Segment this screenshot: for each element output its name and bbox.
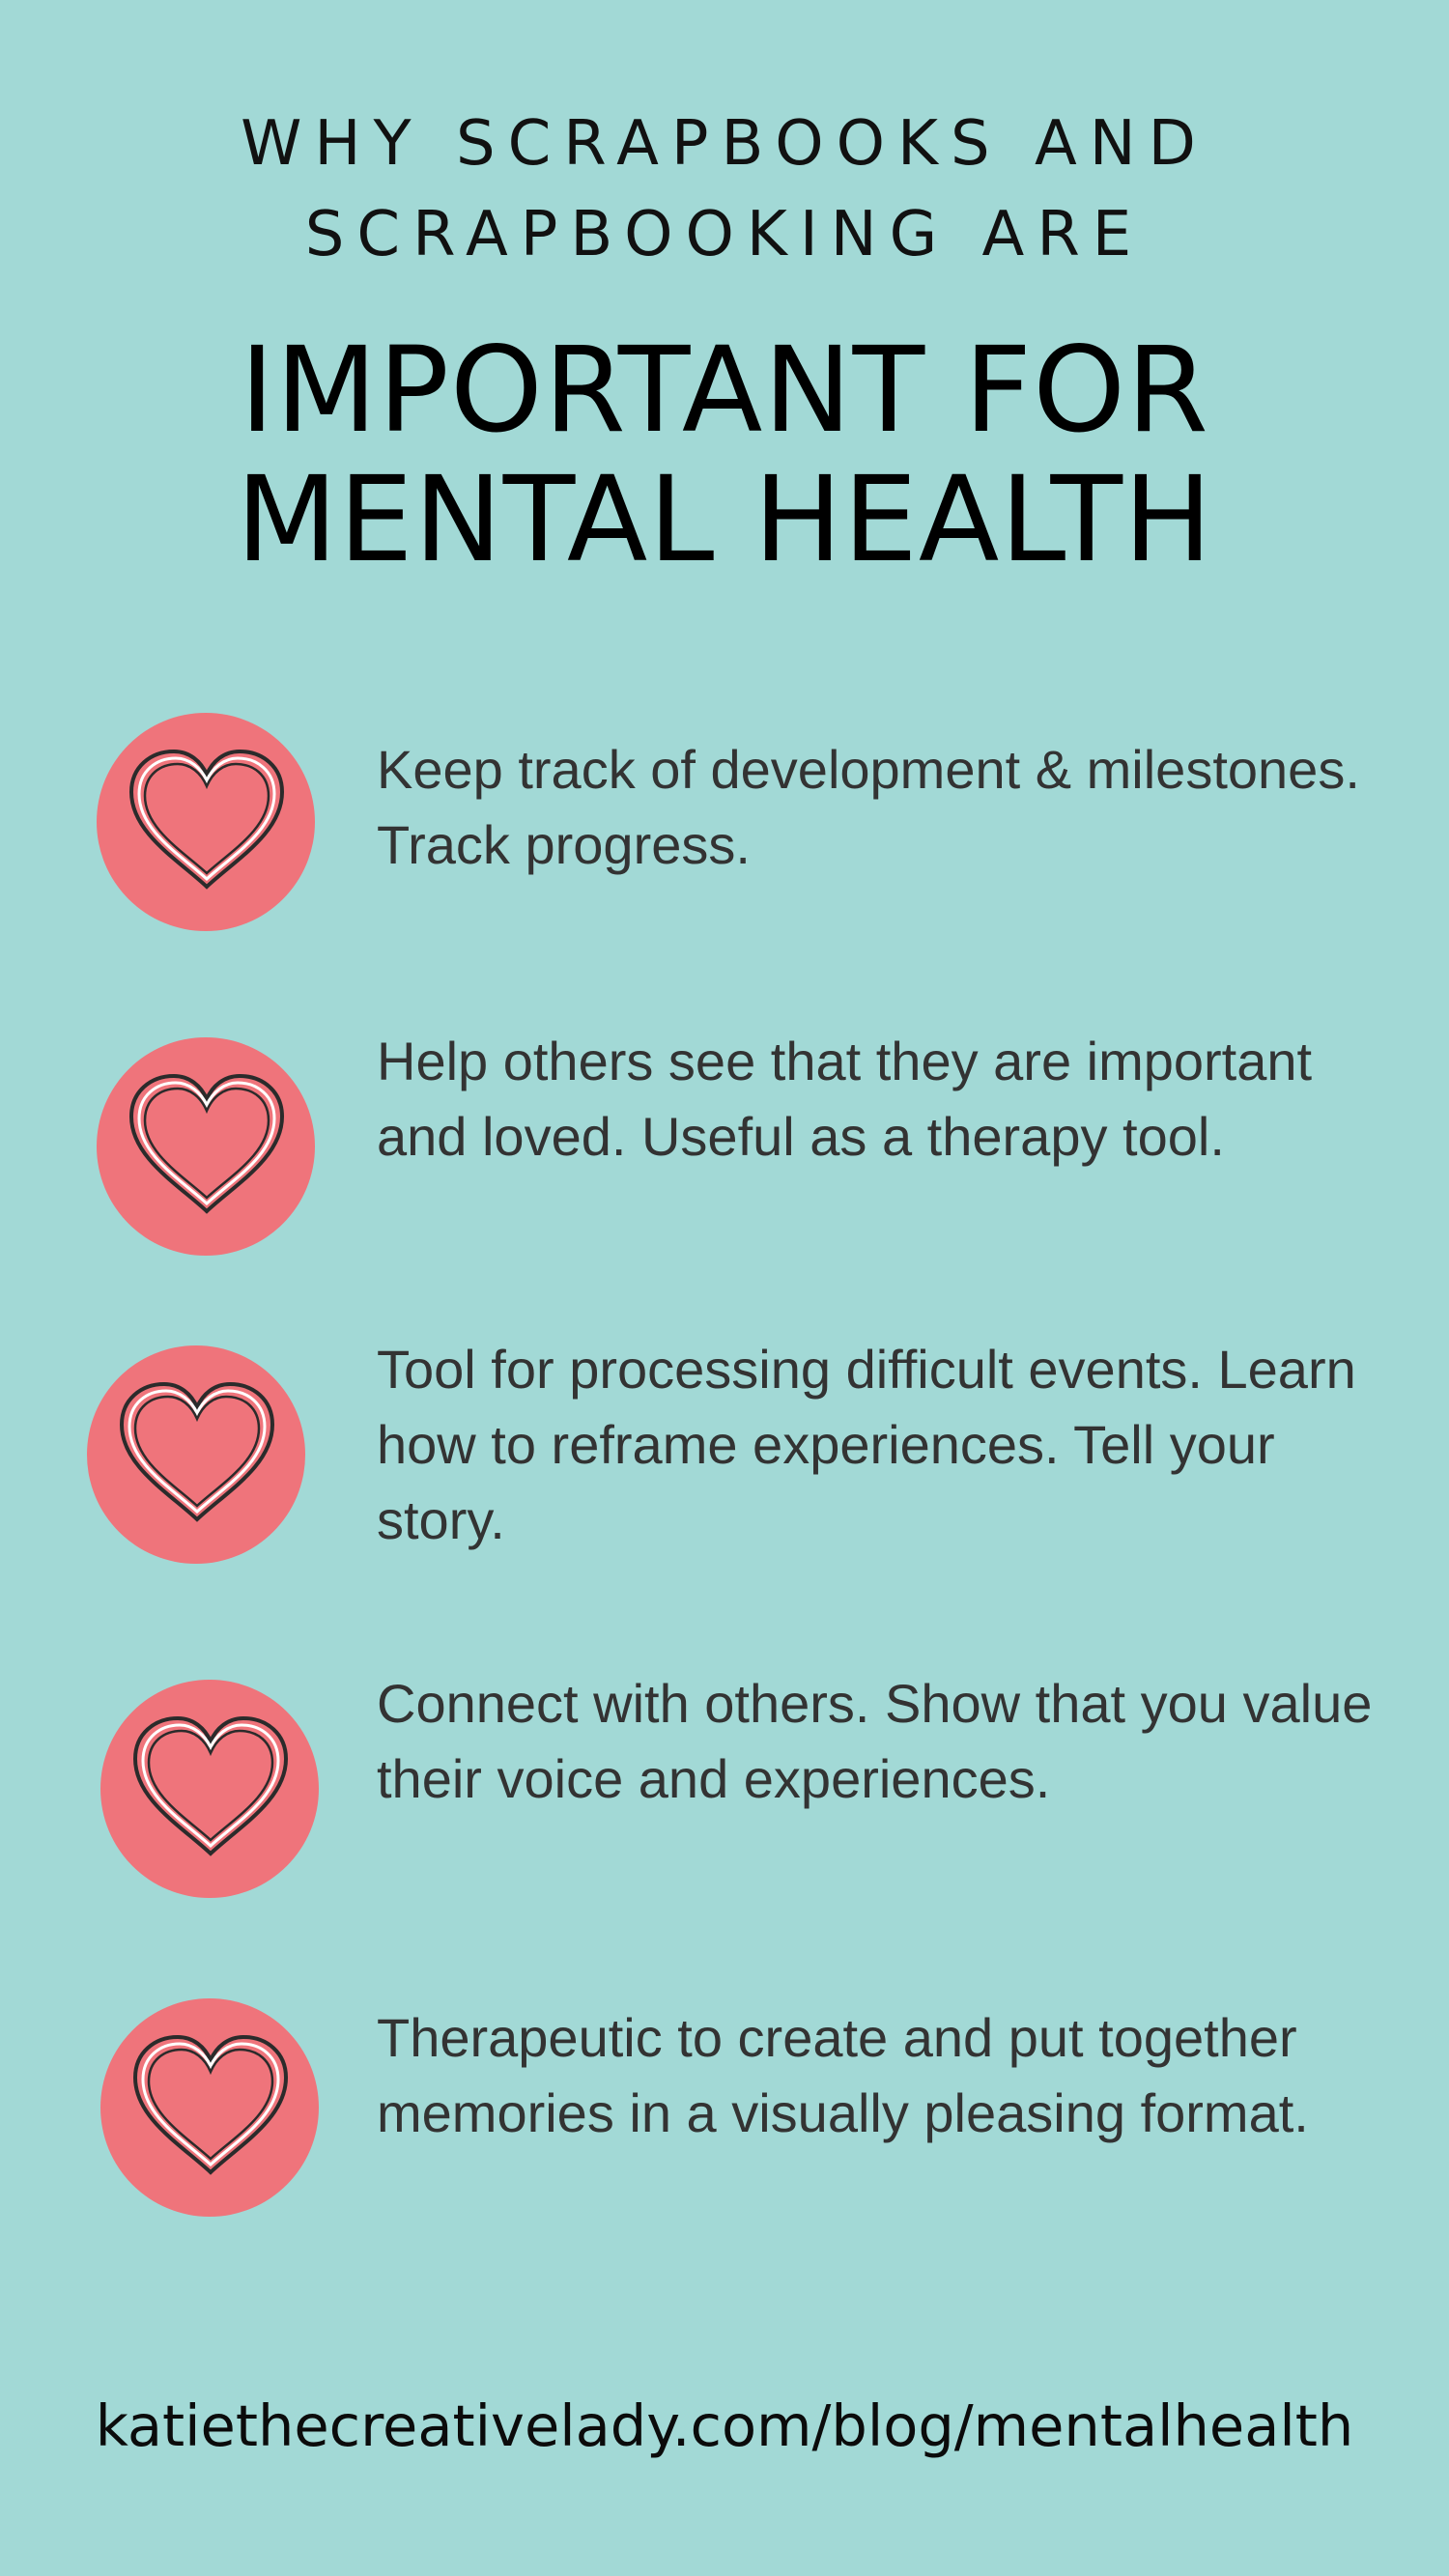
benefit-text: Help others see that they are important and loved. Useful as a therapy tool. [377, 1031, 1313, 1167]
benefit-text: Connect with others. Show that you value their voice and experiences. [377, 1673, 1373, 1809]
heart-badge [100, 1680, 319, 1898]
benefit-text: Therapeutic to create and put together memories in a visually pleasing format. [377, 2007, 1309, 2143]
benefit-text: Keep track of development & milestones. Track progress. [377, 739, 1360, 875]
subtitle-line-1: WHY SCRAPBOOKS AND [241, 108, 1208, 180]
heart-icon [120, 744, 294, 898]
heart-icon [124, 1711, 298, 1865]
heart-icon [110, 1376, 284, 1531]
heart-badge [97, 1037, 315, 1256]
headline-line-1: IMPORTANT FOR [240, 322, 1209, 459]
heart-icon [124, 2029, 298, 2184]
heart-icon [120, 1068, 294, 1223]
subtitle-line-2: SCRAPBOOKING ARE [304, 199, 1145, 270]
benefit-text: Tool for processing difficult events. Learn how to reframe experiences. Tell your story. [377, 1339, 1356, 1550]
heart-badge [87, 1345, 305, 1564]
heart-badge [97, 713, 315, 931]
footer-url: katiethecreativelady.com/blog/mentalhealth [95, 2392, 1354, 2459]
heart-badge [100, 1998, 319, 2217]
headline-line-2: MENTAL HEALTH [236, 451, 1213, 588]
